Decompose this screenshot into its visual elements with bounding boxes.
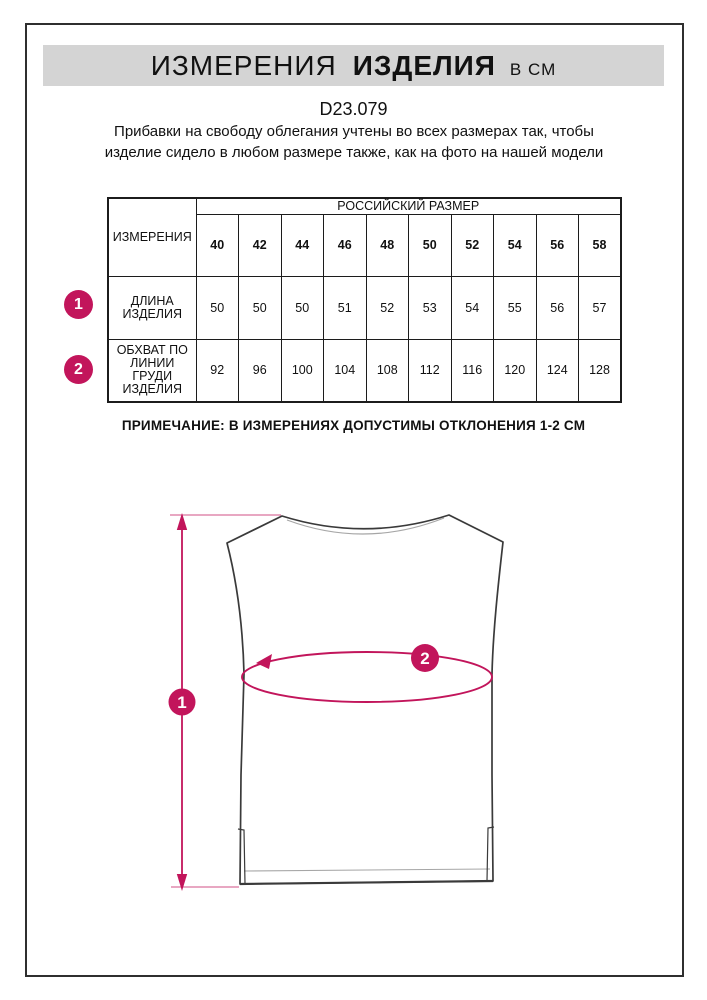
chest-marker-number: 2 (420, 649, 430, 668)
length-value-cell: 57 (579, 276, 622, 339)
length-value-cell: 52 (366, 276, 409, 339)
title-word-measurements: ИЗМЕРЕНИЯ (150, 50, 337, 81)
chest-value-cell: 104 (324, 339, 367, 402)
size-header-cell: 48 (366, 214, 409, 276)
tolerance-note: ПРИМЕЧАНИЕ: В ИЗМЕРЕНИЯХ ДОПУСТИМЫ ОТКЛОНЕНИЯ 1-2 СМ (121, 418, 586, 433)
length-arrowhead-down-icon (177, 874, 187, 891)
title-unit: В СМ (509, 60, 557, 79)
russian-size-group-header: РОССИЙСКИЙ РАЗМЕР (196, 198, 621, 214)
length-arrowhead-up-icon (177, 513, 187, 530)
chest-value-cell: 92 (196, 339, 239, 402)
chest-value-cell: 124 (536, 339, 579, 402)
length-marker-number: 1 (177, 693, 187, 712)
length-value-cell: 50 (281, 276, 324, 339)
size-header-cell: 46 (324, 214, 367, 276)
title-word-product: ИЗДЕЛИЯ (352, 50, 496, 81)
size-header-cell: 52 (451, 214, 494, 276)
size-header-cell: 44 (281, 214, 324, 276)
size-header-cell: 54 (494, 214, 537, 276)
garment-outline (227, 515, 503, 884)
length-value-cell: 50 (196, 276, 239, 339)
length-value-cell: 53 (409, 276, 452, 339)
size-header-cell: 58 (579, 214, 622, 276)
length-value-cell: 51 (324, 276, 367, 339)
row-label-chest: ОБХВАТ ПО ЛИНИИ ГРУДИ ИЗДЕЛИЯ (108, 339, 196, 402)
chest-value-cell: 120 (494, 339, 537, 402)
chest-value-cell: 116 (451, 339, 494, 402)
row-label-length: ДЛИНА ИЗДЕЛИЯ (108, 276, 196, 339)
fit-description: Прибавки на свободу облегания учтены во всех размерах так, чтобы изделие сидело в любом размере также, как на фото на нашей модели (104, 123, 604, 161)
product-code: D23.079 (319, 99, 388, 119)
chest-value-cell: 128 (579, 339, 622, 402)
size-header-cell: 42 (239, 214, 282, 276)
length-row-marker-badge: 1 (64, 290, 93, 319)
length-value-cell: 56 (536, 276, 579, 339)
length-value-cell: 50 (239, 276, 282, 339)
size-header-cell: 40 (196, 214, 239, 276)
size-header-cell: 56 (536, 214, 579, 276)
chest-value-cell: 108 (366, 339, 409, 402)
chest-value-cell: 96 (239, 339, 282, 402)
measurements-column-header: ИЗМЕРЕНИЯ (108, 198, 196, 276)
length-value-cell: 54 (451, 276, 494, 339)
size-header-cell: 50 (409, 214, 452, 276)
length-value-cell: 55 (494, 276, 537, 339)
chest-value-cell: 112 (409, 339, 452, 402)
chest-row-marker-badge: 2 (64, 355, 93, 384)
chest-value-cell: 100 (281, 339, 324, 402)
